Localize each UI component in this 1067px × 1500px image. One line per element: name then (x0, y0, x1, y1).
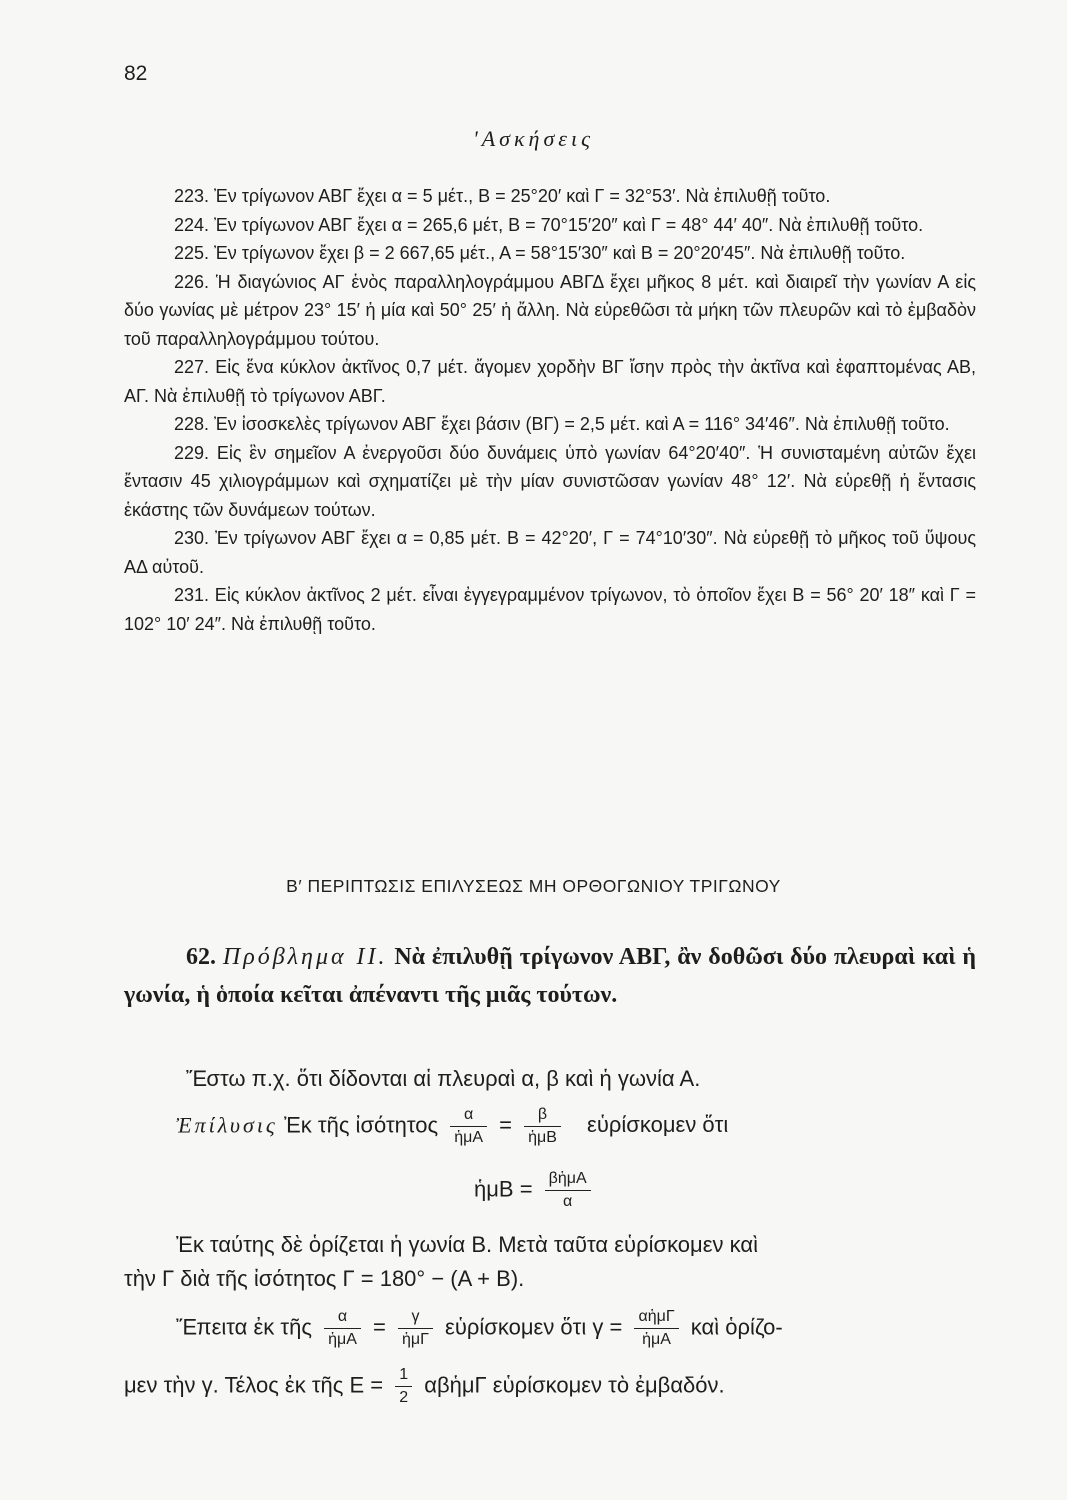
text: καὶ ὁρίζο- (690, 1314, 783, 1340)
formula-hmB (474, 1168, 597, 1213)
solution-line-3: Ἐκ ταύτης δὲ ὁρίζεται ἡ γωνία Β. Μετὰ ταῦτα εὑρίσκομεν καὶ (176, 1232, 758, 1257)
solution-label: Ἐπίλυσις (176, 1112, 278, 1138)
exercise-228: 228. Ἐν ἰσοσκελὲς τρίγωνον ΑΒΓ ἔχει βάσιν (ΒΓ) = 2,5 μέτ. καὶ Α = 116° 34′46″. Νὰ ἐπιλυθῇ τοῦτο. (174, 414, 950, 434)
fraction: $\frac{\text{βἡμΑ}}{\alpha}$ (545, 1168, 591, 1213)
problem-statement: Νὰ ἐπιλυθῇ τρίγωνον ΑΒΓ, ἂν δοθῶσι δύο πλευραὶ καὶ ἡ γωνία, ἡ ὁποία κεῖται ἀπέναντι τῆς μιᾶς τούτων. (124, 944, 977, 1008)
fraction: $\frac{1}{2}$ (395, 1364, 412, 1409)
text: αβἡμΓ εὑρίσκομεν τὸ ἐμβαδόν. (424, 1372, 725, 1398)
problem-number: 62. (186, 944, 216, 970)
text: ἡμΒ = (474, 1176, 533, 1202)
fraction: $\frac{\beta}{\text{ἡμΒ}}$ (524, 1104, 561, 1149)
fraction: $\frac{\gamma}{\text{ἡμΓ}}$ (398, 1306, 433, 1351)
problem-62 (124, 938, 976, 1014)
fraction: $\frac{\alpha}{\text{ἡμΑ}}$ (450, 1104, 487, 1149)
text: εὑρίσκομεν ὅτι γ = (445, 1314, 623, 1340)
exercise-223: 223. Ἐν τρίγωνον ΑΒΓ ἔχει α = 5 μέτ., Β = 25°20′ καὶ Γ = 32°53′. Νὰ ἐπιλυθῇ τοῦτο. (174, 186, 831, 206)
problem-label: Πρόβλημα ΙΙ. (222, 944, 388, 970)
exercise-229: 229. Εἰς ἓν σημεῖον Α ἐνεργοῦσι δύο δυνάμεις ὑπὸ γωνίαν 64°20′40″. Ἡ συνισταμένη αὐτῶν ἔχει ἔντασιν 45 χιλιογράμμων καὶ σχηματίζει μὲ τὴν μίαν συνιστῶσαν γωνίαν 48° 12′. Νὰ εὑρεθῇ ἡ ἔντασις ἑκάστης τῶν δυνάμεων τούτων. (124, 442, 976, 520)
fraction: $\frac{\alpha}{\text{ἡμΑ}}$ (324, 1306, 361, 1351)
solution-line-5 (176, 1306, 783, 1351)
page-number: 82 (124, 62, 148, 85)
equals-sign: = (373, 1314, 386, 1340)
exercise-227: 227. Εἰς ἕνα κύκλον ἀκτῖνος 0,7 μέτ. ἄγομεν χορδὴν ΒΓ ἴσην πρὸς τὴν ἀκτῖνα καὶ ἐφαπτομένας ΑΒ, ΑΓ. Νὰ ἐπιλυθῇ τὸ τρίγωνον ΑΒΓ. (124, 357, 976, 406)
section-title: Β′ ΠΕΡΙΠΤΩΣΙΣ ΕΠΙΛΥΣΕΩΣ ΜΗ ΟΡΘΟΓΩΝΙΟΥ ΤΡΙΓΩΝΟΥ (286, 876, 781, 896)
exercise-226: 226. Ἡ διαγώνιος ΑΓ ἑνὸς παραλληλογράμμου ΑΒΓΔ ἔχει μῆκος 8 μέτ. καὶ διαιρεῖ τὴν γωνίαν Α εἰς δύο γωνίας μὲ μέτρον 23° 15′ ἡ μία καὶ 50° 25′ ἡ ἄλλη. Νὰ εὑρεθῶσι τὰ μήκη τῶν πλευρῶν καὶ τὸ ἐμβαδὸν τοῦ παραλληλογράμμου τούτου. (124, 271, 976, 349)
fraction: $\frac{\text{αἡμΓ}}{\text{ἡμΑ}}$ (634, 1306, 678, 1351)
text: εὑρίσκομεν ὅτι (587, 1112, 729, 1138)
exercise-224: 224. Ἐν τρίγωνον ΑΒΓ ἔχει α = 265,6 μέτ, Β = 70°15′20″ καὶ Γ = 48° 44′ 40″. Νὰ ἐπιλυθῇ τοῦτο. (174, 214, 924, 235)
exercise-list (124, 182, 976, 638)
equals-sign: = (499, 1112, 512, 1138)
given-line: Ἔστω π.χ. ὅτι δίδονται αἱ πλευραὶ α, β καὶ ἡ γωνία Α. (186, 1066, 701, 1091)
text: Ἐκ τῆς ἰσότητος (283, 1112, 439, 1138)
text: μεν τὴν γ. Τέλος ἐκ τῆς Ε = (124, 1372, 384, 1398)
exercises-heading: 'Ασκήσεις (472, 126, 595, 151)
exercise-225: 225. Ἐν τρίγωνον ἔχει β = 2 667,65 μέτ., Α = 58°15′30″ καὶ Β = 20°20′45″. Νὰ ἐπιλυθῇ τοῦτο. (174, 243, 906, 263)
solution-line-6 (124, 1364, 725, 1409)
exercise-231: 231. Εἰς κύκλον ἀκτῖνος 2 μέτ. εἶναι ἐγγεγραμμένον τρίγωνον, τὸ ὁποῖον ἔχει Β = 56° 20′ 18″ καὶ Γ = 102° 10′ 24″. Νὰ ἐπιλυθῇ τοῦτο. (124, 585, 976, 634)
text: Ἔπειτα ἐκ τῆς (176, 1314, 312, 1340)
solution-line-1 (176, 1104, 728, 1149)
solution-line-4: τὴν Γ διὰ τῆς ἰσότητος Γ = 180° − (Α + Β). (124, 1266, 525, 1291)
exercise-230: 230. Ἐν τρίγωνον ΑΒΓ ἔχει α = 0,85 μέτ. Β = 42°20′, Γ = 74°10′30″. Νὰ εὑρεθῇ τὸ μῆκος τοῦ ὕψους ΑΔ αὐτοῦ. (124, 528, 976, 577)
